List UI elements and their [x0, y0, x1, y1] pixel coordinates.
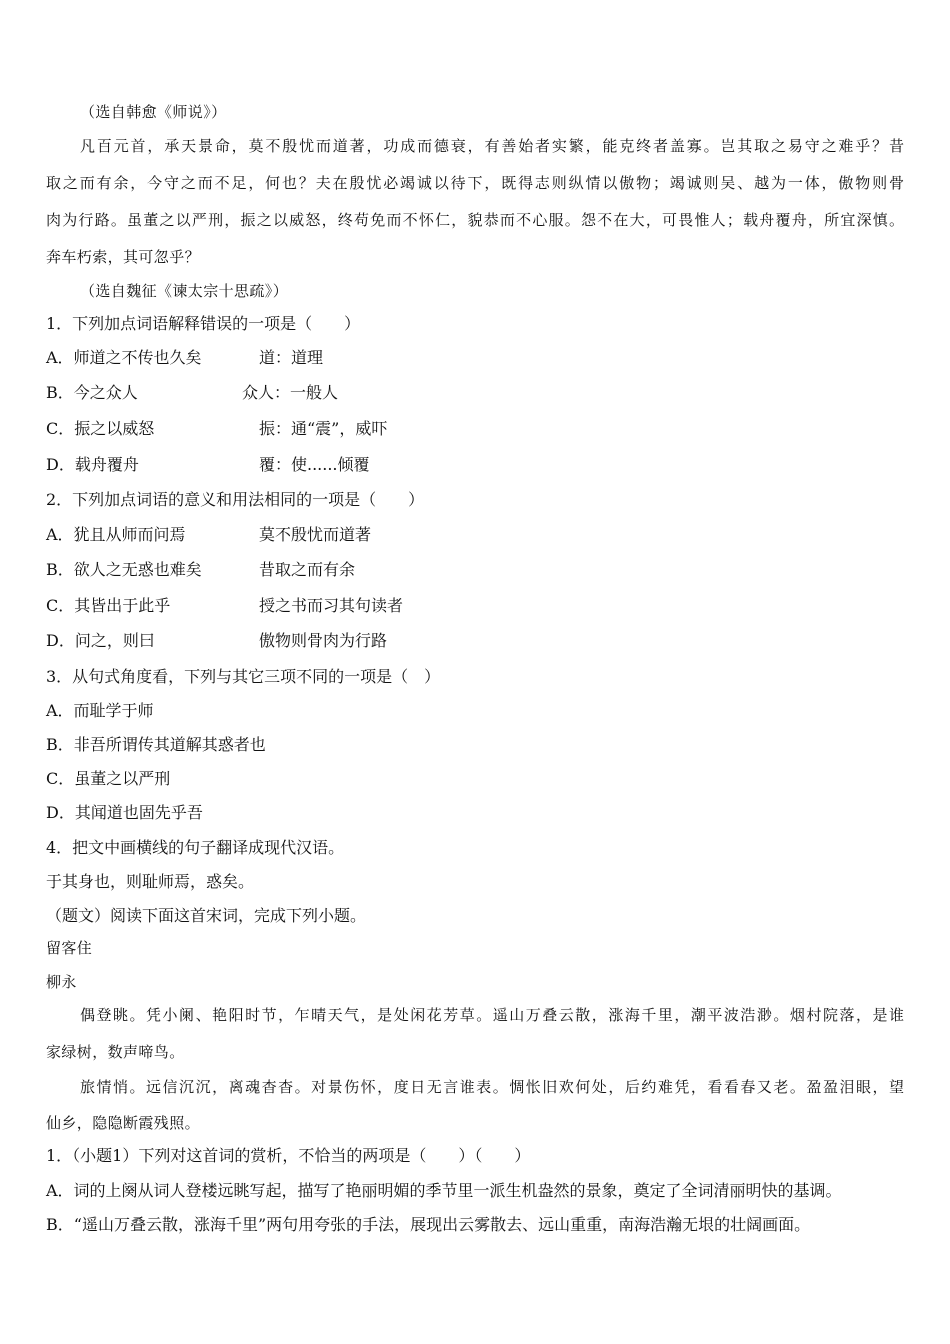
passage-line-3: 肉为行路。虽董之以严刑，振之以威怒，终苟免而不怀仁，貌恭而不心服。怨不在大，可畏惟人；载舟覆舟，所宜深慎。: [46, 211, 904, 229]
poem-title: 留客住: [46, 939, 93, 957]
poem-line-1: 偶登眺。凭小阑、艳阳时节，乍晴天气，是处闲花芳草。遥山万叠云散，涨海千里，潮平波浩渺。烟村院落，是谁: [80, 1006, 904, 1024]
sub1-option-a: A．词的上阕从词人登楼远眺写起，描写了艳丽明媚的季节里一派生机盎然的景象，奠定了全词清丽明快的基调。: [46, 1181, 842, 1200]
q3-option-c: C．虽董之以严刑: [46, 769, 171, 788]
q1-option-a-note: 道：道理: [259, 348, 324, 367]
q3-option-b: B．非吾所谓传其道解其惑者也: [46, 735, 266, 754]
q2-option-b: B．欲人之无惑也难矣: [46, 560, 202, 579]
q1-option-c: C．振之以威怒: [46, 419, 155, 438]
q2-option-a-note: 莫不殷忧而道著: [259, 525, 372, 544]
passage-line-2: 取之而有余，今守之而不足，何也？夫在殷忧必竭诚以待下，既得志则纵情以傲物；竭诚则吴、越为一体，傲物则骨: [46, 174, 904, 192]
q1-option-b-note: 众人：一般人: [242, 383, 339, 402]
q2-stem: 2．下列加点词语的意义和用法相同的一项是（ ）: [46, 490, 425, 509]
poem-line-2: 家绿树，数声啼鸟。: [46, 1043, 185, 1061]
poem-author: 柳永: [46, 973, 77, 991]
q1-option-d-note: 覆：使......倾覆: [259, 455, 370, 474]
q3-stem: 3．从句式角度看，下列与其它三项不同的一项是（ ）: [46, 667, 441, 686]
q1-option-b: B．今之众人: [46, 383, 138, 402]
q1-option-c-note: 振：通“震”，威吓: [259, 419, 388, 438]
q4-sentence: 于其身也，则耻师焉，惑矣。: [46, 872, 255, 891]
source-jiantaizong: （选自魏征《谏太宗十思疏》）: [80, 282, 289, 300]
q2-option-a: A．犹且从师而问焉: [46, 525, 186, 544]
q2-option-c: C．其皆出于此乎: [46, 596, 171, 615]
q2-option-c-note: 授之书而习其句读者: [259, 596, 404, 615]
source-shishuo: （选自韩愈《师说》）: [80, 103, 227, 121]
q1-option-a: A．师道之不传也久矣: [46, 348, 202, 367]
q3-option-d: D．其闻道也固先乎吾: [46, 803, 203, 822]
passage-line-1: 凡百元首，承天景命，莫不殷忧而道著，功成而德衰，有善始者实繁，能克终者盖寡。岂其取之易守之难乎？昔: [80, 137, 904, 155]
q1-stem: 1．下列加点词语解释错误的一项是（ ）: [46, 314, 361, 333]
q2-option-d-note: 傲物则骨肉为行路: [259, 631, 388, 650]
q4-stem: 4．把文中画横线的句子翻译成现代汉语。: [46, 838, 345, 857]
sub1-stem: 1．（小题1）下列对这首词的赏析，不恰当的两项是（ ）（ ）: [46, 1146, 531, 1165]
q2-option-d: D．问之，则曰: [46, 631, 155, 650]
poem-line-3: 旅情悄。远信沉沉，离魂杳杳。对景伤怀，度日无言谁表。惆怅旧欢何处，后约难凭，看看春又老。盈盈泪眼，望: [80, 1078, 904, 1096]
q3-option-a: A．而耻学于师: [46, 701, 154, 720]
poem-intro: （题文）阅读下面这首宋词，完成下列小题。: [46, 906, 367, 925]
sub1-option-b: B．“遥山万叠云散，涨海千里”两句用夸张的手法，展现出云雾散去、远山重重，南海浩瀚无垠的壮阔画面。: [46, 1215, 811, 1234]
q2-option-b-note: 昔取之而有余: [259, 560, 356, 579]
poem-line-4: 仙乡，隐隐断霞残照。: [46, 1114, 201, 1132]
q1-option-d: D．载舟覆舟: [46, 455, 139, 474]
passage-line-4: 奔车朽索，其可忽乎？: [46, 248, 201, 266]
